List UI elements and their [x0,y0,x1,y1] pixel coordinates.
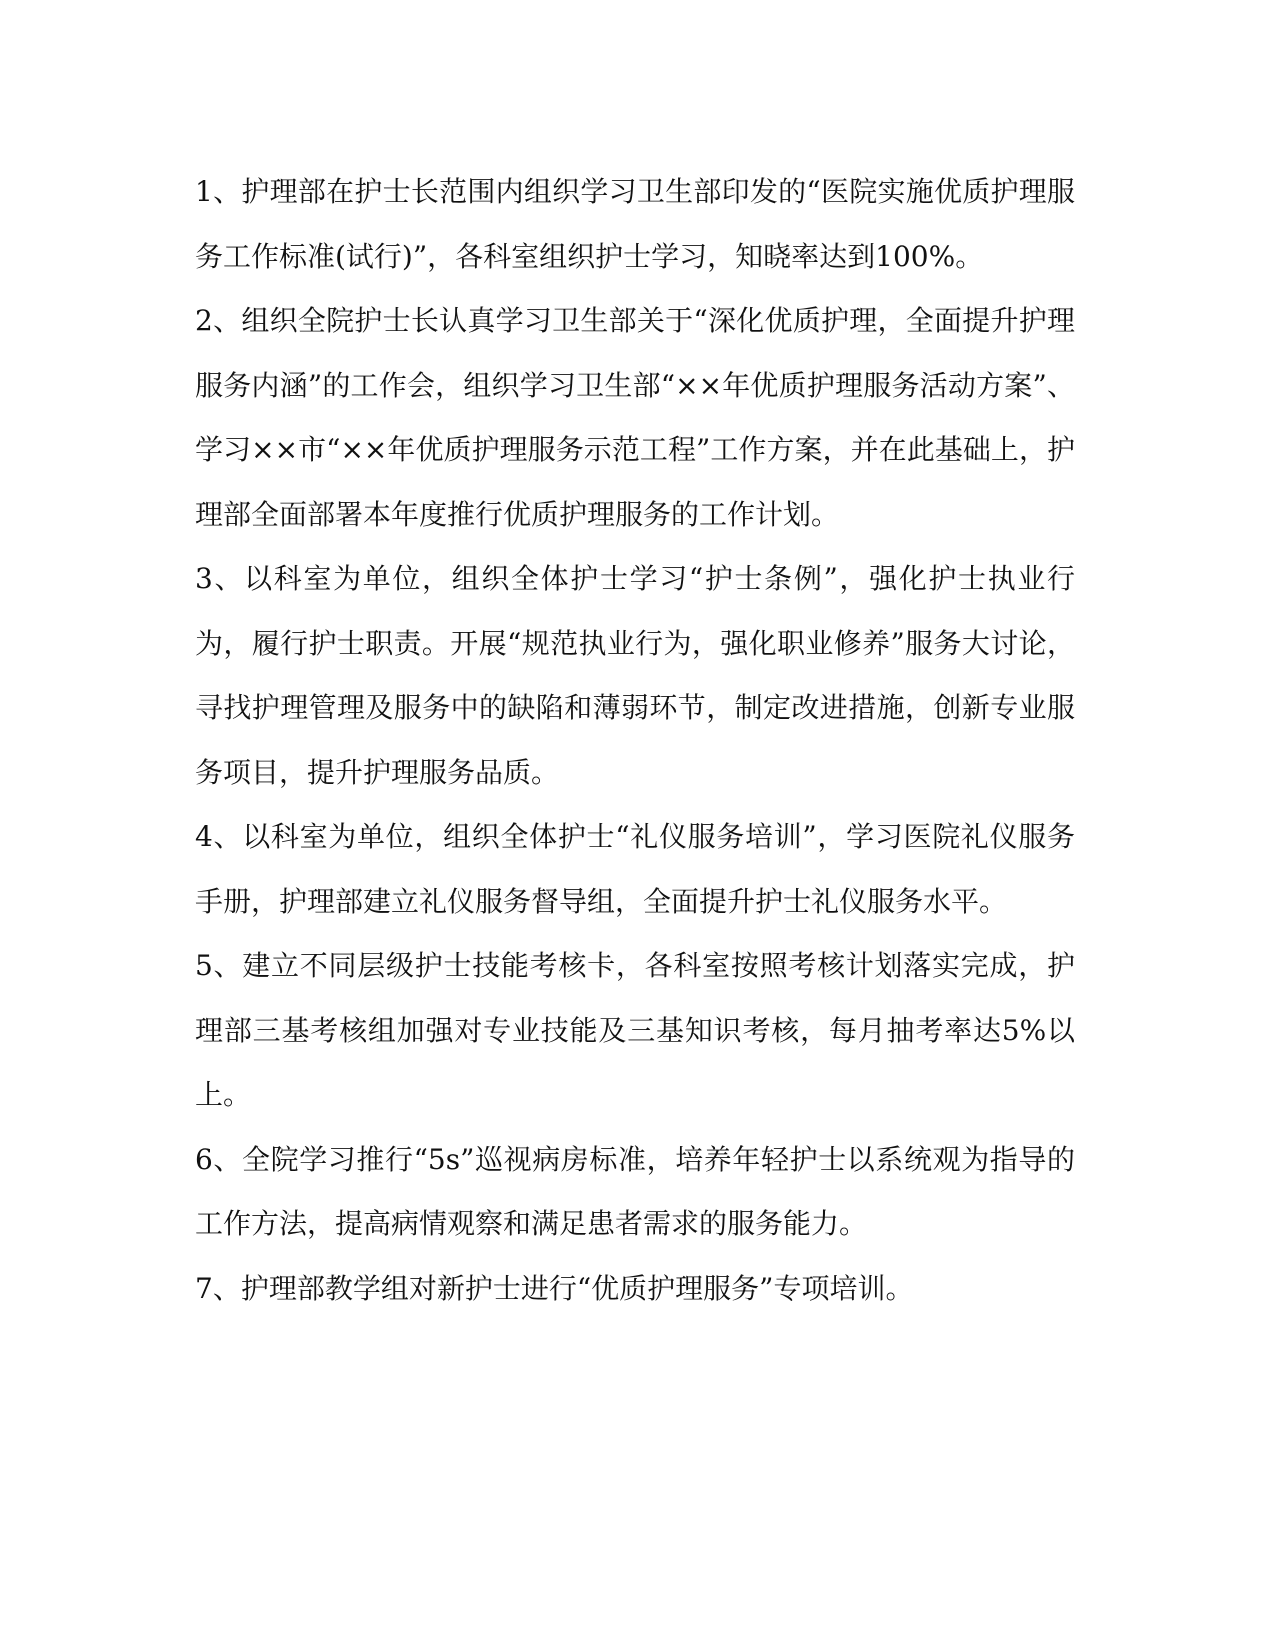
document-body [195,160,1075,1321]
paragraph-4: 4、以科室为单位，组织全体护士“礼仪服务培训”，学习医院礼仪服务手册，护理部建立礼仪服务督导组，全面提升护士礼仪服务水平。 [195,820,1075,918]
paragraph-1: 1、护理部在护士长范围内组织学习卫生部印发的“医院实施优质护理服务工作标准(试行)”，各科室组织护士学习，知晓率达到100%。 [195,175,1075,273]
paragraph-3: 3、以科室为单位，组织全体护士学习“护士条例”，强化护士执业行为，履行护士职责。开展“规范执业行为，强化职业修养”服务大讨论，寻找护理管理及服务中的缺陷和薄弱环节，制定改进措施，创新专业服务项目，提升护理服务品质。 [195,562,1075,789]
paragraph-2: 2、组织全院护士长认真学习卫生部关于“深化优质护理，全面提升护理服务内涵”的工作会，组织学习卫生部“××年优质护理服务活动方案”、学习××市“××年优质护理服务示范工程”工作方案，并在此基础上，护理部全面部署本年度推行优质护理服务的工作计划。 [195,304,1075,531]
paragraph-6: 6、全院学习推行“5s”巡视病房标准，培养年轻护士以系统观为指导的工作方法，提高病情观察和满足患者需求的服务能力。 [195,1142,1075,1240]
paragraph-5: 5、建立不同层级护士技能考核卡，各科室按照考核计划落实完成，护理部三基考核组加强对专业技能及三基知识考核，每月抽考率达5%以上。 [195,949,1075,1111]
paragraph-7: 7、护理部教学组对新护士进行“优质护理服务”专项培训。 [195,1271,914,1305]
